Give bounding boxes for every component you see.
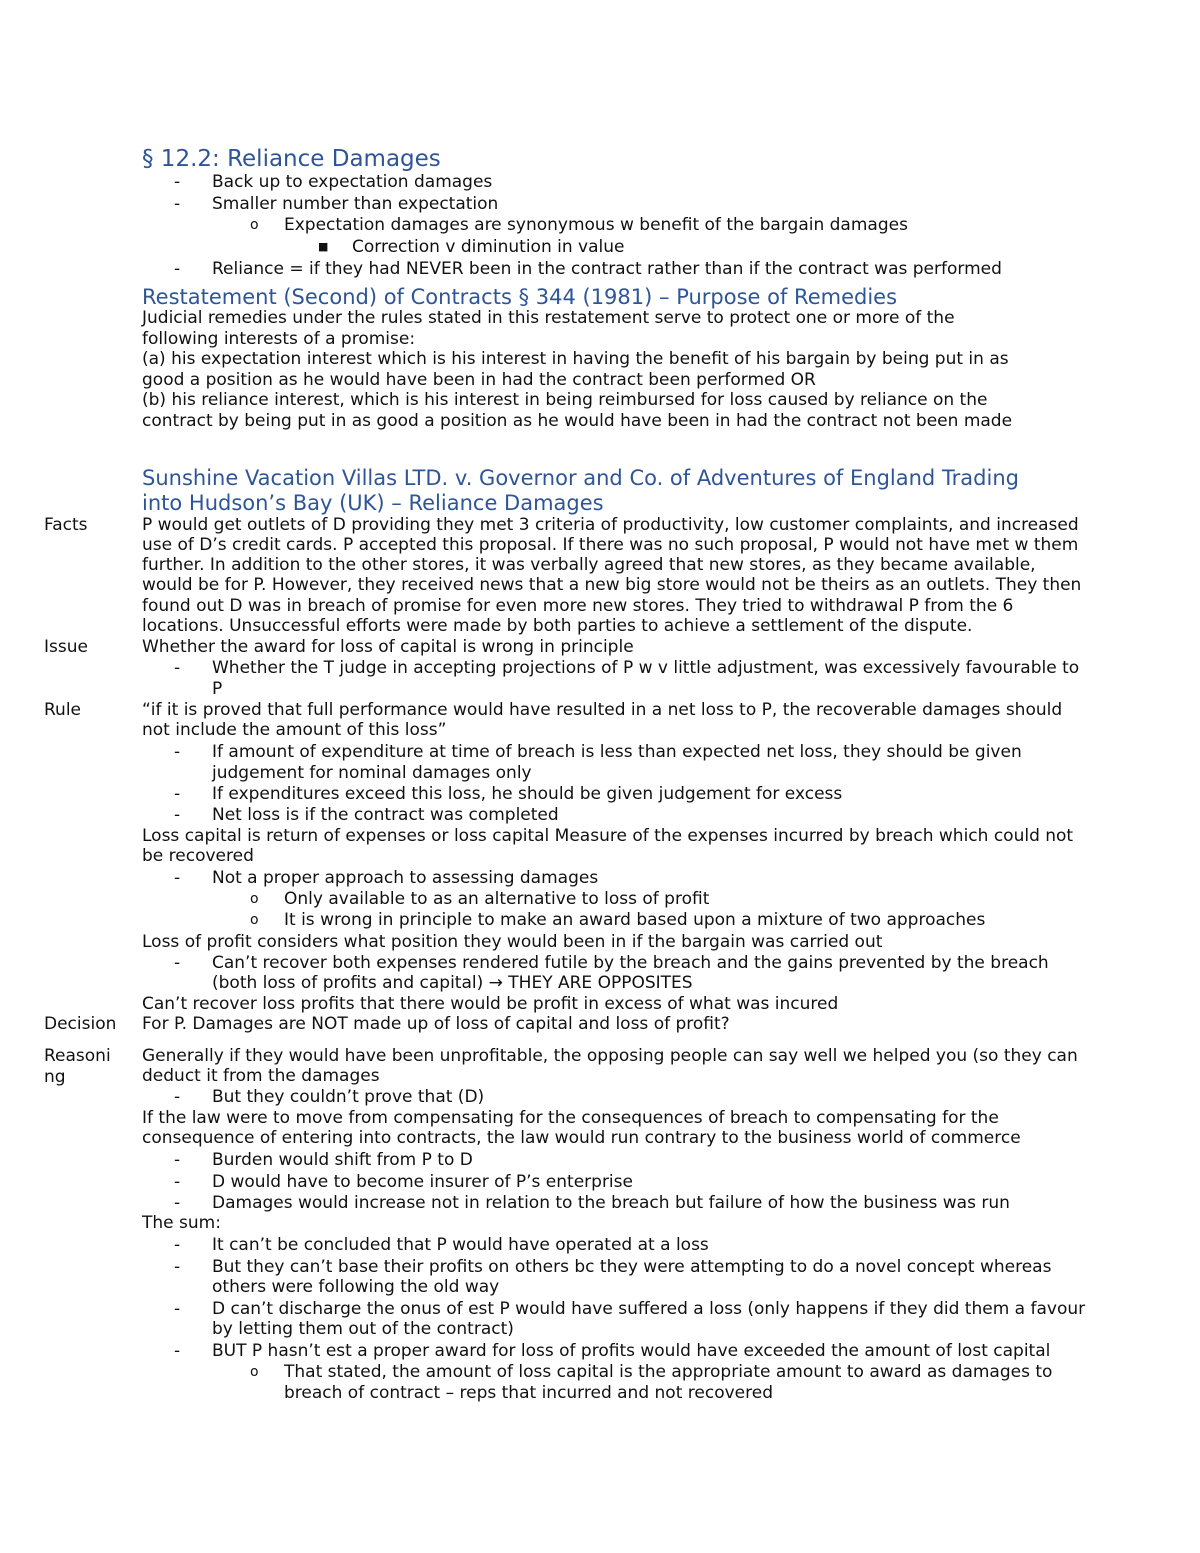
list-item: by letting them out of the contract): [212, 1319, 514, 1339]
dash-bullet: -: [174, 1150, 181, 1170]
list-item: Back up to expectation damages: [212, 172, 493, 192]
list-item: Reliance = if they had NEVER been in the contract rather than if the contract was performed: [212, 259, 1002, 279]
list-item: breach of contract – reps that incurred and not recovered: [284, 1383, 773, 1403]
reasoning-text: consequence of entering into contracts, the law would run contrary to the business world of commerce: [142, 1128, 1021, 1148]
circle-bullet: o: [250, 891, 259, 907]
section-heading: § 12.2: Reliance Damages: [142, 146, 441, 172]
reasoning-text: Generally if they would have been unprofitable, the opposing people can say well we helped you (so they can: [142, 1046, 1078, 1066]
dash-bullet: -: [174, 1087, 181, 1107]
issue-text: Whether the award for loss of capital is wrong in principle: [142, 637, 634, 657]
circle-bullet: o: [250, 1364, 259, 1380]
facts-text: further. In addition to the other stores, it was verbally agreed that new stores, as they became available,: [142, 555, 1036, 575]
case-heading: Sunshine Vacation Villas LTD. v. Governor and Co. of Adventures of England Trading: [142, 466, 1019, 490]
rule-text: Loss of profit considers what position they would been in if the bargain was carried out: [142, 932, 883, 952]
rule-text: Loss capital is return of expenses or loss capital Measure of the expenses incurred by breach which could not: [142, 826, 1074, 846]
list-item: But they can’t base their profits on others bc they were attempting to do a novel concept whereas: [212, 1257, 1052, 1277]
reasoning-text: If the law were to move from compensating for the consequences of breach to compensating for the: [142, 1108, 999, 1128]
dash-bullet: -: [174, 1172, 181, 1192]
list-item: (both loss of profits and capital) → THEY ARE OPPOSITES: [212, 973, 693, 993]
list-item: Expectation damages are synonymous w benefit of the bargain damages: [284, 215, 908, 235]
dash-bullet: -: [174, 1235, 181, 1255]
list-item: Correction v diminution in value: [352, 237, 625, 257]
dash-bullet: -: [174, 805, 181, 825]
list-item: Not a proper approach to assessing damages: [212, 868, 599, 888]
label-decision: Decision: [44, 1014, 117, 1034]
dash-bullet: -: [174, 172, 181, 192]
label-reasoning: Reasoni: [44, 1046, 111, 1066]
restatement-text: following interests of a promise:: [142, 329, 416, 349]
list-item: Burden would shift from P to D: [212, 1150, 473, 1170]
circle-bullet: o: [250, 217, 259, 233]
restatement-text: (b) his reliance interest, which is his interest in being reimbursed for loss caused by reliance on the: [142, 390, 988, 410]
reasoning-text: The sum:: [142, 1213, 221, 1233]
facts-text: use of D’s credit cards. P accepted this proposal. If there was no such proposal, P would not have met w them: [142, 535, 1079, 555]
list-item: Whether the T judge in accepting projections of P w v little adjustment, was excessively favourable to: [212, 658, 1080, 678]
restatement-heading: Restatement (Second) of Contracts § 344 (1981) – Purpose of Remedies: [142, 285, 898, 309]
label-reasoning: ng: [44, 1067, 66, 1087]
list-item: Net loss is if the contract was completed: [212, 805, 559, 825]
list-item: It is wrong in principle to make an award based upon a mixture of two approaches: [284, 910, 986, 930]
list-item: judgement for nominal damages only: [212, 763, 532, 783]
dash-bullet: -: [174, 1299, 181, 1319]
list-item: If expenditures exceed this loss, he should be given judgement for excess: [212, 784, 843, 804]
list-item: D would have to become insurer of P’s enterprise: [212, 1172, 633, 1192]
dash-bullet: -: [174, 1193, 181, 1213]
restatement-text: good a position as he would have been in had the contract been performed OR: [142, 370, 816, 390]
list-item: If amount of expenditure at time of breach is less than expected net loss, they should be given: [212, 742, 1022, 762]
dash-bullet: -: [174, 953, 181, 973]
list-item: Can’t recover both expenses rendered futile by the breach and the gains prevented by the breach: [212, 953, 1049, 973]
list-item: others were following the old way: [212, 1277, 500, 1297]
label-rule: Rule: [44, 700, 82, 720]
dash-bullet: -: [174, 1257, 181, 1277]
facts-text: locations. Unsuccessful efforts were made by both parties to achieve a settlement of the dispute.: [142, 616, 973, 636]
dash-bullet: -: [174, 194, 181, 214]
rule-text: Can’t recover loss profits that there would be profit in excess of what was incured: [142, 994, 839, 1014]
dash-bullet: -: [174, 784, 181, 804]
restatement-text: contract by being put in as good a position as he would have been in had the contract not been made: [142, 411, 1013, 431]
rule-quote: “if it is proved that full performance would have resulted in a net loss to P, the recoverable damages should: [142, 700, 1063, 720]
list-item: But they couldn’t prove that (D): [212, 1087, 485, 1107]
facts-text: found out D was in breach of promise for even more new stores. They tried to withdrawal P from the 6: [142, 596, 1014, 616]
square-bullet: ■: [318, 240, 329, 253]
label-issue: Issue: [44, 637, 88, 657]
list-item: D can’t discharge the onus of est P would have suffered a loss (only happens if they did them a favour: [212, 1299, 1086, 1319]
restatement-text: (a) his expectation interest which is his interest in having the benefit of his bargain by being put in as: [142, 349, 1009, 369]
list-item: Only available to as an alternative to loss of profit: [284, 889, 710, 909]
list-item: That stated, the amount of loss capital is the appropriate amount to award as damages to: [284, 1362, 1053, 1382]
rule-text: be recovered: [142, 846, 254, 866]
facts-text: P would get outlets of D providing they met 3 criteria of productivity, low customer complaints, and increased: [142, 515, 1079, 535]
rule-quote: not include the amount of this loss”: [142, 720, 447, 740]
facts-text: would be for P. However, they received news that a new big store would not be theirs as an outlets. They then: [142, 575, 1082, 595]
dash-bullet: -: [174, 259, 181, 279]
list-item: It can’t be concluded that P would have operated at a loss: [212, 1235, 709, 1255]
dash-bullet: -: [174, 1341, 181, 1361]
list-item: Damages would increase not in relation to the breach but failure of how the business was run: [212, 1193, 1010, 1213]
dash-bullet: -: [174, 868, 181, 888]
circle-bullet: o: [250, 912, 259, 928]
dash-bullet: -: [174, 658, 181, 678]
case-heading: into Hudson’s Bay (UK) – Reliance Damages: [142, 491, 604, 515]
list-item: BUT P hasn’t est a proper award for loss of profits would have exceeded the amount of lost capital: [212, 1341, 1051, 1361]
reasoning-text: deduct it from the damages: [142, 1066, 380, 1086]
decision-text: For P. Damages are NOT made up of loss of capital and loss of profit?: [142, 1014, 730, 1034]
dash-bullet: -: [174, 742, 181, 762]
restatement-text: Judicial remedies under the rules stated in this restatement serve to protect one or more of the: [142, 308, 955, 328]
list-item: Smaller number than expectation: [212, 194, 499, 214]
list-item: P: [212, 679, 223, 699]
label-facts: Facts: [44, 515, 88, 535]
